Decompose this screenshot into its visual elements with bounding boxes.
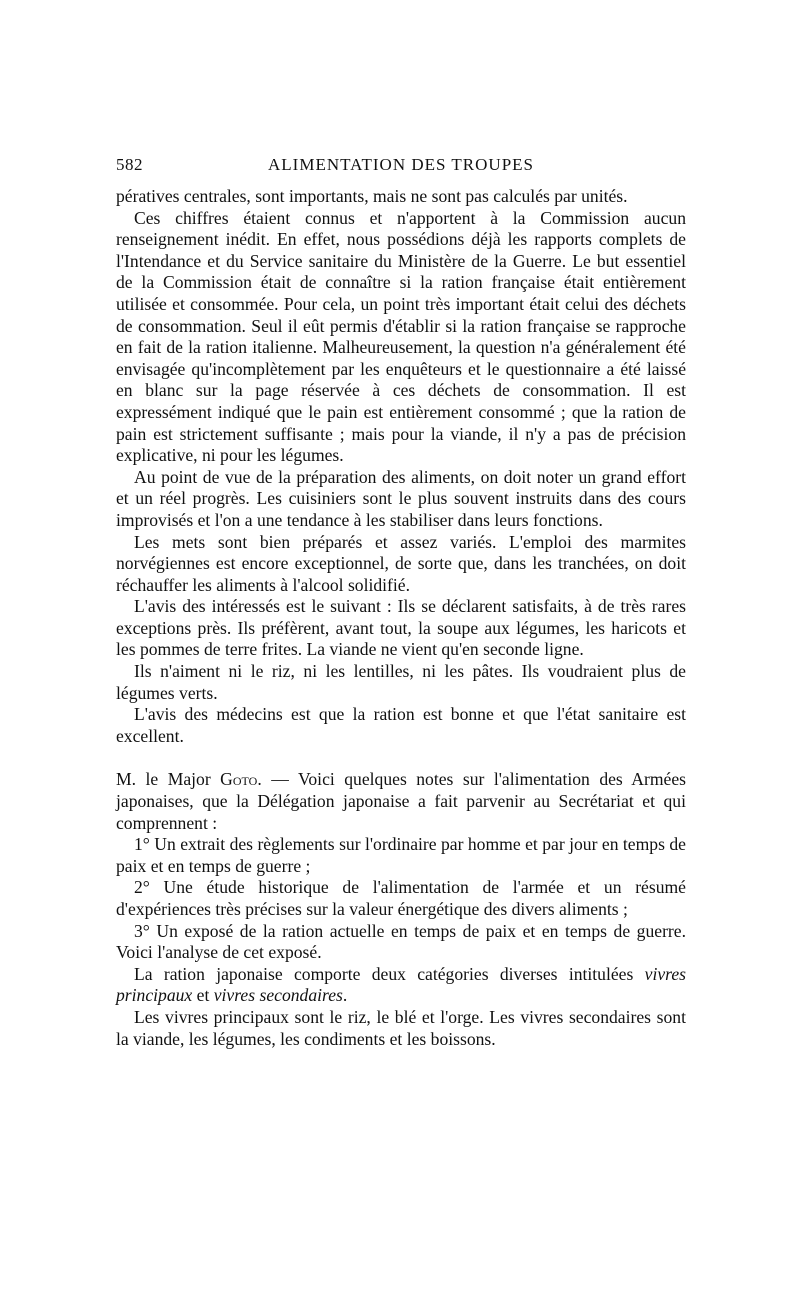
paragraph-last: Les vivres principaux sont le riz, le blé et l'orge. Les vivres secondaires sont la viande, les légumes, les condiments et les boissons.: [116, 1006, 686, 1049]
list-item: 1° Un extrait des règlements sur l'ordinaire par homme et par jour en temps de paix et en temps de guerre ;: [116, 834, 686, 876]
list-item: 3° Un exposé de la ration actuelle en temps de paix et en temps de guerre. Voici l'analyse de cet exposé.: [116, 920, 686, 963]
ration-end: .: [342, 985, 348, 1006]
paragraph: Ces chiffres étaient connus et n'apportent à la Commission aucun renseignement inédit. En effet, nous possédions déjà les rapports complets de l'Intendance et du Service sanitaire du Ministère de la Guerre. Le but essentiel de la Commission était de connaître si la ration française était entièrement utilisée et consommée. Pour cela, un point très important était celui des déchets de consommation. Seul il eût permis d'établir si la ration française se rapproche en fait de la ration italienne. Malheureusement, la question n'a généralement été envisagée qu'incomplètement par les enquêteurs et le questionnaire a été laissé en blanc sur la page réservée à ces déchets de consommation. Il est expressément indiqué que le pain est entièrement consommé ; que la ration de pain est strictement suffisante ; mais pour la viande, il n'y a pas de précision explicative, ni pour les légumes.: [116, 207, 686, 466]
italic-term: vivres principaux: [116, 963, 686, 1006]
running-title: ALIMENTATION DES TROUPES: [268, 155, 534, 174]
ration-joiner: et: [192, 985, 214, 1006]
paragraph-continuation: pératives centrales, sont importants, mais ne sont pas calculés par unités.: [116, 186, 628, 206]
paragraph-ration: [116, 964, 686, 1007]
page-number: 582: [116, 155, 143, 174]
ration-intro: La ration japonaise comporte deux catégories diverses intitulées: [134, 963, 645, 984]
paragraph-goto: [116, 769, 686, 834]
italic-term: vivres secondaires: [213, 985, 343, 1006]
paragraph: L'avis des médecins est que la ration est bonne et que l'état sanitaire est excellent.: [116, 704, 686, 746]
goto-text: . — Voici quelques notes sur l'alimentation des Armées japonaises, que la Délégation japonaise a fait parvenir au Secrétariat et qui comprennent :: [116, 769, 686, 833]
paragraph: Les mets sont bien préparés et assez variés. L'emploi des marmites norvégiennes est encore exceptionnel, de sorte que, dans les tranchées, on doit réchauffer les aliments à l'alcool solidifié.: [116, 531, 686, 595]
paragraph: Au point de vue de la préparation des aliments, on doit noter un grand effort et un réel progrès. Les cuisiniers sont le plus souvent instruits dans des cours improvisés et l'on a une tendance à les stabiliser dans leurs fonctions.: [116, 466, 686, 530]
page-header: [116, 155, 686, 179]
paragraph: Ils n'aiment ni le riz, ni les lentilles, ni les pâtes. Ils voudraient plus de légumes verts.: [116, 661, 686, 703]
speaker-name: Goto: [220, 769, 258, 790]
goto-prefix: M. le Major: [116, 769, 221, 790]
paragraph: L'avis des intéressés est le suivant : Ils se déclarent satisfaits, à de très rares exceptions près. Ils préfèrent, avant tout, la soupe aux légumes, les haricots et les pommes de terre frites. La viande ne vient qu'en seconde ligne.: [116, 596, 686, 660]
page-body: [116, 186, 686, 1050]
list-item: 2° Une étude historique de l'alimentation de l'armée et un résumé d'expériences très précises sur la valeur énergétique des divers aliments ;: [116, 877, 686, 919]
